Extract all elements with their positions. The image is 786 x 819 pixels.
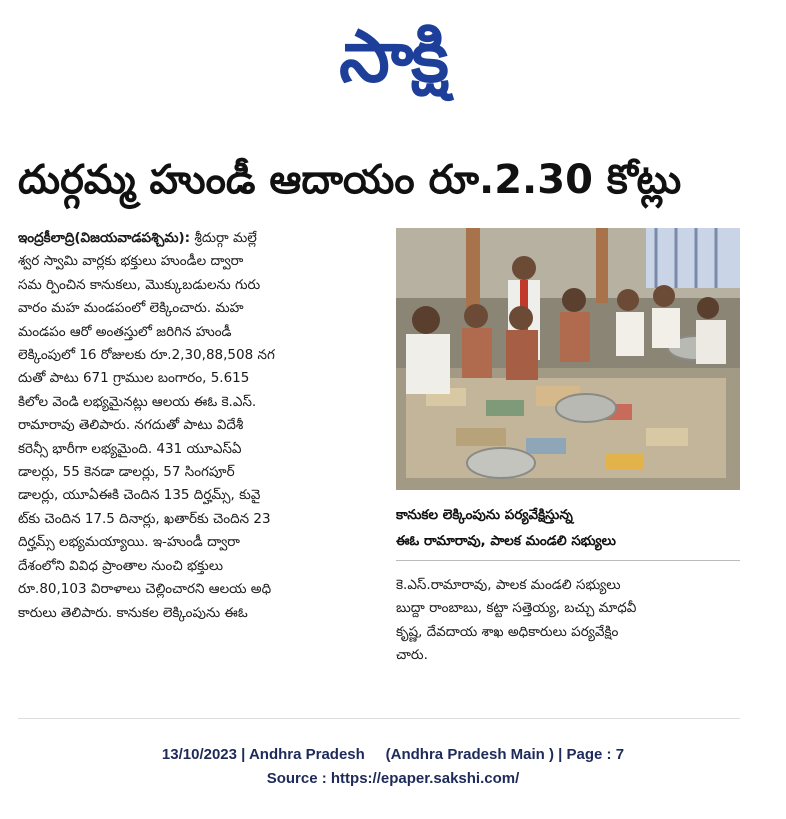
divider (18, 718, 740, 719)
article-line: రామారావు తెలిపారు. నగదుతో పాటు విదేశీ (18, 417, 244, 434)
photo-caption (396, 502, 740, 554)
article-line: శ్వర స్వామి వార్లకు భక్తులు హుండీల ద్వారా (18, 253, 244, 270)
article-line: కె.ఎస్.రామారావు, పాలక మండలి సభ్యులు (396, 577, 621, 593)
footer (0, 743, 786, 791)
article-line: దేశంలోని వివిధ ప్రాంతాల నుంచి భక్తులు (18, 557, 224, 574)
article-line: సమ ర్పించిన కానుకలు, మొక్కుబడులను గురు (18, 276, 261, 293)
article-line: కరెన్సీ భారీగా లభ్యమైంది. 431 యూఎస్‌ఏ (18, 440, 242, 457)
article-line: ట్‌కు చెందిన 17.5 దినార్లు, ఖతార్‌కు చెందిన 23 (18, 510, 271, 527)
article-line: మండపం ఆరో అంతస్తులో జరిగిన హుండీ (18, 323, 232, 340)
article-line (18, 227, 390, 250)
headline: దుర్గమ్మ హుండీ ఆదాయం రూ.2.30 కోట్లు (18, 157, 682, 203)
article-line: చారు. (396, 647, 428, 664)
article-line: లెక్కింపులో 16 రోజులకు రూ.2,30,88,508 నగ (18, 347, 275, 364)
dateline: ఇంద్రకీలాద్రి(విజయవాడపశ్చిమ): (18, 230, 191, 246)
article-line: దిర్హమ్స్ లభ్యమయ్యాయి. ఇ-హుండీ ద్వారా (18, 534, 240, 551)
divider (396, 560, 740, 561)
article-line: వారం మహ మండపంలో లెక్కించారు. మహ (18, 300, 244, 317)
article-line: కృష్ణ, దేవదాయ శాఖ అధికారులు పర్యవేక్షిం (396, 623, 619, 640)
footer-edition-info: 13/10/2023 | Andhra Pradesh (Andhra Pradesh Main ) | Page : 7 (161, 746, 625, 763)
caption-line: కానుకల లెక్కింపును పర్యవేక్షిస్తున్న (396, 507, 573, 523)
article-line: కారులు తెలిపారు. కానుకల లెక్కింపును ఈఓ (18, 604, 248, 621)
article-line: డాలర్లు, యూఏఈకి చెందిన 135 దిర్హమ్స్, కువై (18, 487, 261, 504)
article-line: బుద్దా రాంబాబు, కట్టా సత్తెయ్య, బచ్చు మాధవీ (396, 600, 637, 617)
news-photo (396, 228, 740, 490)
article-body (18, 227, 390, 625)
article-line: రూ.80,103 విరాళాలు చెల్లించారని ఆలయ అధి (18, 581, 272, 598)
article-line-text: శ్రీదుర్గా మల్లే (194, 230, 257, 246)
footer-source-link[interactable]: Source : https://epaper.sakshi.com/ (266, 770, 520, 787)
caption-line: ఈఓ రామారావు, పాలక మండలి సభ్యులు (396, 533, 616, 549)
masthead-logo: సాక్షి (339, 14, 447, 98)
article-line: దుతో పాటు 671 గ్రాముల బంగారం, 5.615 (18, 370, 250, 387)
photo-illustration (396, 228, 740, 490)
article-line: డాలర్లు, 55 కెనడా డాలర్లు, 57 సింగపూర్ (18, 464, 235, 481)
article-line: కిలోల వెండి లభ్యమైనట్లు ఆలయ ఈఓ కె.ఎస్. (18, 393, 257, 410)
article-continuation (396, 574, 740, 668)
